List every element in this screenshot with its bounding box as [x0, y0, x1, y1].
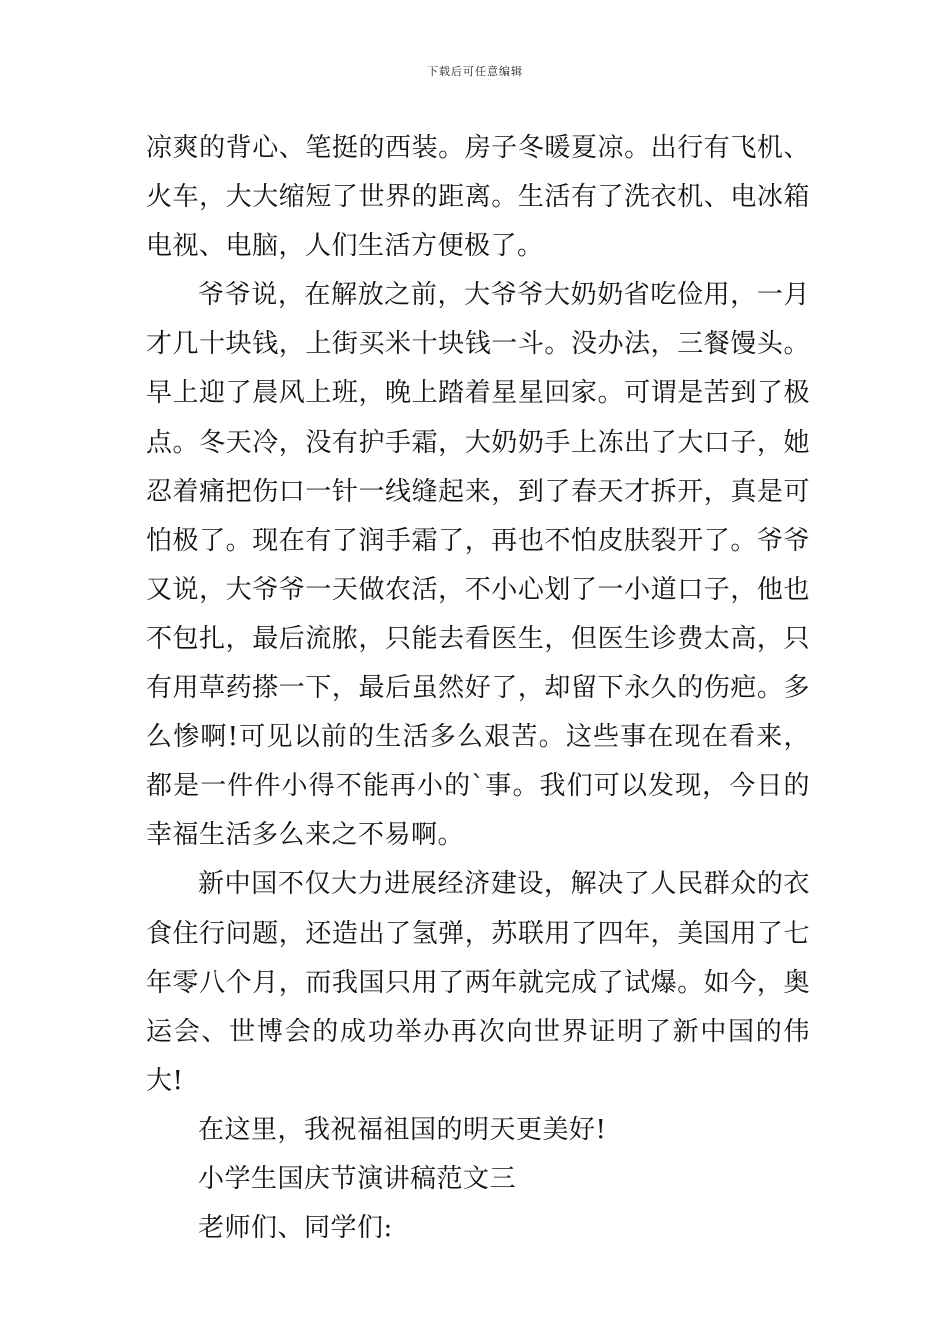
page-header-note: 下载后可任意编辑: [427, 65, 523, 78]
section-title: 小学生国庆节演讲稿范文三: [198, 1163, 517, 1194]
document-body: [146, 124, 810, 1253]
paragraph-3: 新中国不仅大力进展经济建设，解决了人民群众的衣食住行问题，还造出了氢弹，苏联用了四年，美国用了七年零八个月，而我国只用了两年就完成了试爆。如今，奥运会、世博会的成功举办再次向世界证明了新中国的伟大!: [146, 869, 810, 1096]
salutation: 老师们、同学们:: [198, 1213, 393, 1244]
paragraph-2: 爷爷说，在解放之前，大爷爷大奶奶省吃俭用，一月才几十块钱，上街买米十块钱一斗。没办法，三餐馒头。早上迎了晨风上班，晚上踏着星星回家。可谓是苦到了极点。冬天冷，没有护手霜，大奶奶手上冻出了大口子，她忍着痛把伤口一针一线缝起来，到了春天才拆开，真是可怕极了。现在有了润手霜了，再也不怕皮肤裂开了。爷爷又说，大爷爷一天做农活，不小心划了一小道口子，他也不包扎，最后流脓，只能去看医生，但医生诊费太高，只有用草药搽一下，最后虽然好了，却留下永久的伤疤。多么惨啊!可见以前的生活多么艰苦。这些事在现在看来，都是一件件小得不能再小的`事。我们可以发现，今日的幸福生活多么来之不易啊。: [146, 280, 810, 851]
paragraph-1: 凉爽的背心、笔挺的西装。房子冬暖夏凉。出行有飞机、火车，大大缩短了世界的距离。生活有了洗衣机、电冰箱电视、电脑，人们生活方便极了。: [146, 133, 810, 262]
paragraph-4: 在这里，我祝福祖国的明天更美好!: [198, 1114, 607, 1145]
